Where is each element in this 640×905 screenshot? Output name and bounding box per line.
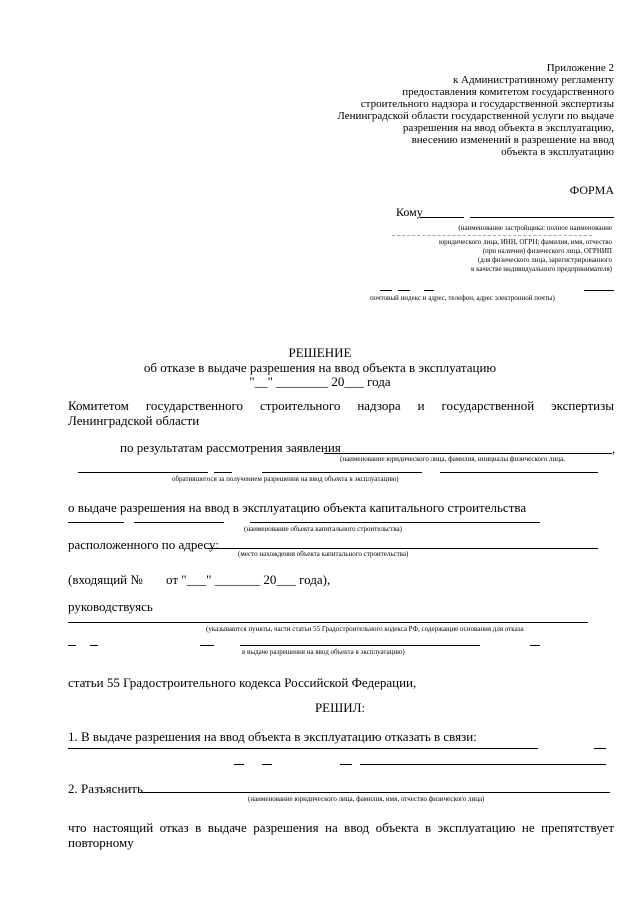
grounds-hint-2: в выдаче разрешения на ввод объекта в эксплуатацию) [242,648,405,656]
recipient-address-line[interactable] [380,290,392,291]
item-2-label: 2. Разъяснить [68,781,143,796]
header-line: предоставления комитетом государственного [402,86,614,98]
closing-text: что настоящий отказ в выдаче разрешения на ввод объекта в эксплуатацию не препятствует повторному [68,820,614,850]
grounds-field-line[interactable] [68,645,76,646]
application-label: по результатам рассмотрения заявления [120,440,341,455]
application-field-line[interactable] [324,453,612,454]
recipient-label: Кому [396,205,423,219]
header-line: объекта в эксплуатацию [501,146,614,158]
object-label: о выдаче разрешения на ввод в эксплуатацию объекта капитального строительства [68,500,527,515]
object-field-line[interactable] [134,522,224,523]
recipient-hint: в качестве индивидуального предпринимателя) [471,265,612,273]
grounds-field-line[interactable] [68,622,588,623]
header-line: внесению изменений в разрешение на ввод [411,134,614,146]
recipient-field-line[interactable] [420,217,464,218]
header-line: строительного надзора и государственной экспертизы [360,98,614,110]
header-line: Приложение 2 [546,62,614,74]
recipient-field-line[interactable] [392,235,592,236]
item-1-text: 1. В выдаче разрешения на ввод объекта в эксплуатацию отказать в связи: [68,729,477,744]
form-label: ФОРМА [569,183,614,197]
recipient-address-line[interactable] [584,290,614,291]
object-field-line[interactable] [68,522,124,523]
item-1-field-line[interactable] [360,764,606,765]
recipient-hint: (при наличии) физического лица, ОГРНИП [482,247,612,255]
document-subtitle: об отказе в выдаче разрешения на ввод объекта в эксплуатацию [143,360,497,375]
committee-name: Комитетом государственного строительного надзора и государственной экспертизы Ленинградской области [68,398,614,428]
header-line: к Административному регламенту [452,74,614,86]
applicant-hint: обратившегося за получением разрешения на ввод объекта в эксплуатацию) [172,475,399,483]
item-1-field-line[interactable] [340,764,352,765]
recipient-hint: (для физического лица, зарегистрированного [477,256,612,264]
object-hint: (наименование объекта капитального строительства) [244,525,402,533]
item-1-field-line[interactable] [68,748,538,749]
recipient-hint: (наименование застройщика: полное наименование [458,224,612,232]
guided-label: руководствуясь [68,599,153,614]
application-hint: (наименование юридического лица, фамилия, инициалы физического лица, [340,455,565,463]
item-1-field-line[interactable] [234,764,244,765]
recipient-hint: юридического лица, ИНН, ОГРН; фамилия, имя, отчество [438,238,612,246]
address-hint: (место нахождения объекта капитального строительства) [238,550,409,558]
decided-heading: РЕШИЛ: [314,700,366,715]
incoming-date: от "___" _______ 20___ года), [166,572,331,587]
applicant-field-line[interactable] [214,472,232,473]
recipient-field-line[interactable] [470,217,614,218]
applicant-field-line[interactable] [262,472,422,473]
recipient-address-line[interactable] [424,290,434,291]
item-1-field-line[interactable] [594,748,606,749]
grounds-hint: (указываются пункты, части статьи 55 Градостроительного кодекса РФ, содержащие основания для отказа [206,625,524,633]
committee-text [68,398,614,428]
header-line: Ленинградской области государственной услуги по выдаче [337,110,614,122]
object-field-line[interactable] [250,522,540,523]
incoming-number-label: (входящий № [68,572,143,587]
header-line: разрешения на ввод объекта в эксплуатацию, [402,122,614,134]
grounds-field-line[interactable] [240,645,480,646]
recipient-address-hint: почтовый индекс и адрес, телефон, адрес электронной почты) [370,294,555,302]
application-comma: , [612,441,616,456]
address-field-line[interactable] [208,548,598,549]
item-1-field-line[interactable] [262,764,272,765]
item-2-field-line[interactable] [140,792,610,793]
grounds-field-line[interactable] [90,645,98,646]
recipient-address-line[interactable] [398,290,410,291]
applicant-field-line[interactable] [440,472,598,473]
article-text: статьи 55 Градостроительного кодекса Российской Федерации, [68,675,417,690]
grounds-field-line[interactable] [530,645,540,646]
address-label: расположенного по адресу: [68,537,219,552]
document-date: "__" ________ 20___ года [249,374,391,389]
applicant-field-line[interactable] [78,472,208,473]
document-title: РЕШЕНИЕ [288,345,352,360]
appendix-header [294,62,614,158]
recipient-hints [352,224,612,274]
item-2-hint: (наименование юридического лица, фамилия, имя, отчество физического лица) [248,795,485,803]
grounds-field-line[interactable] [200,645,214,646]
